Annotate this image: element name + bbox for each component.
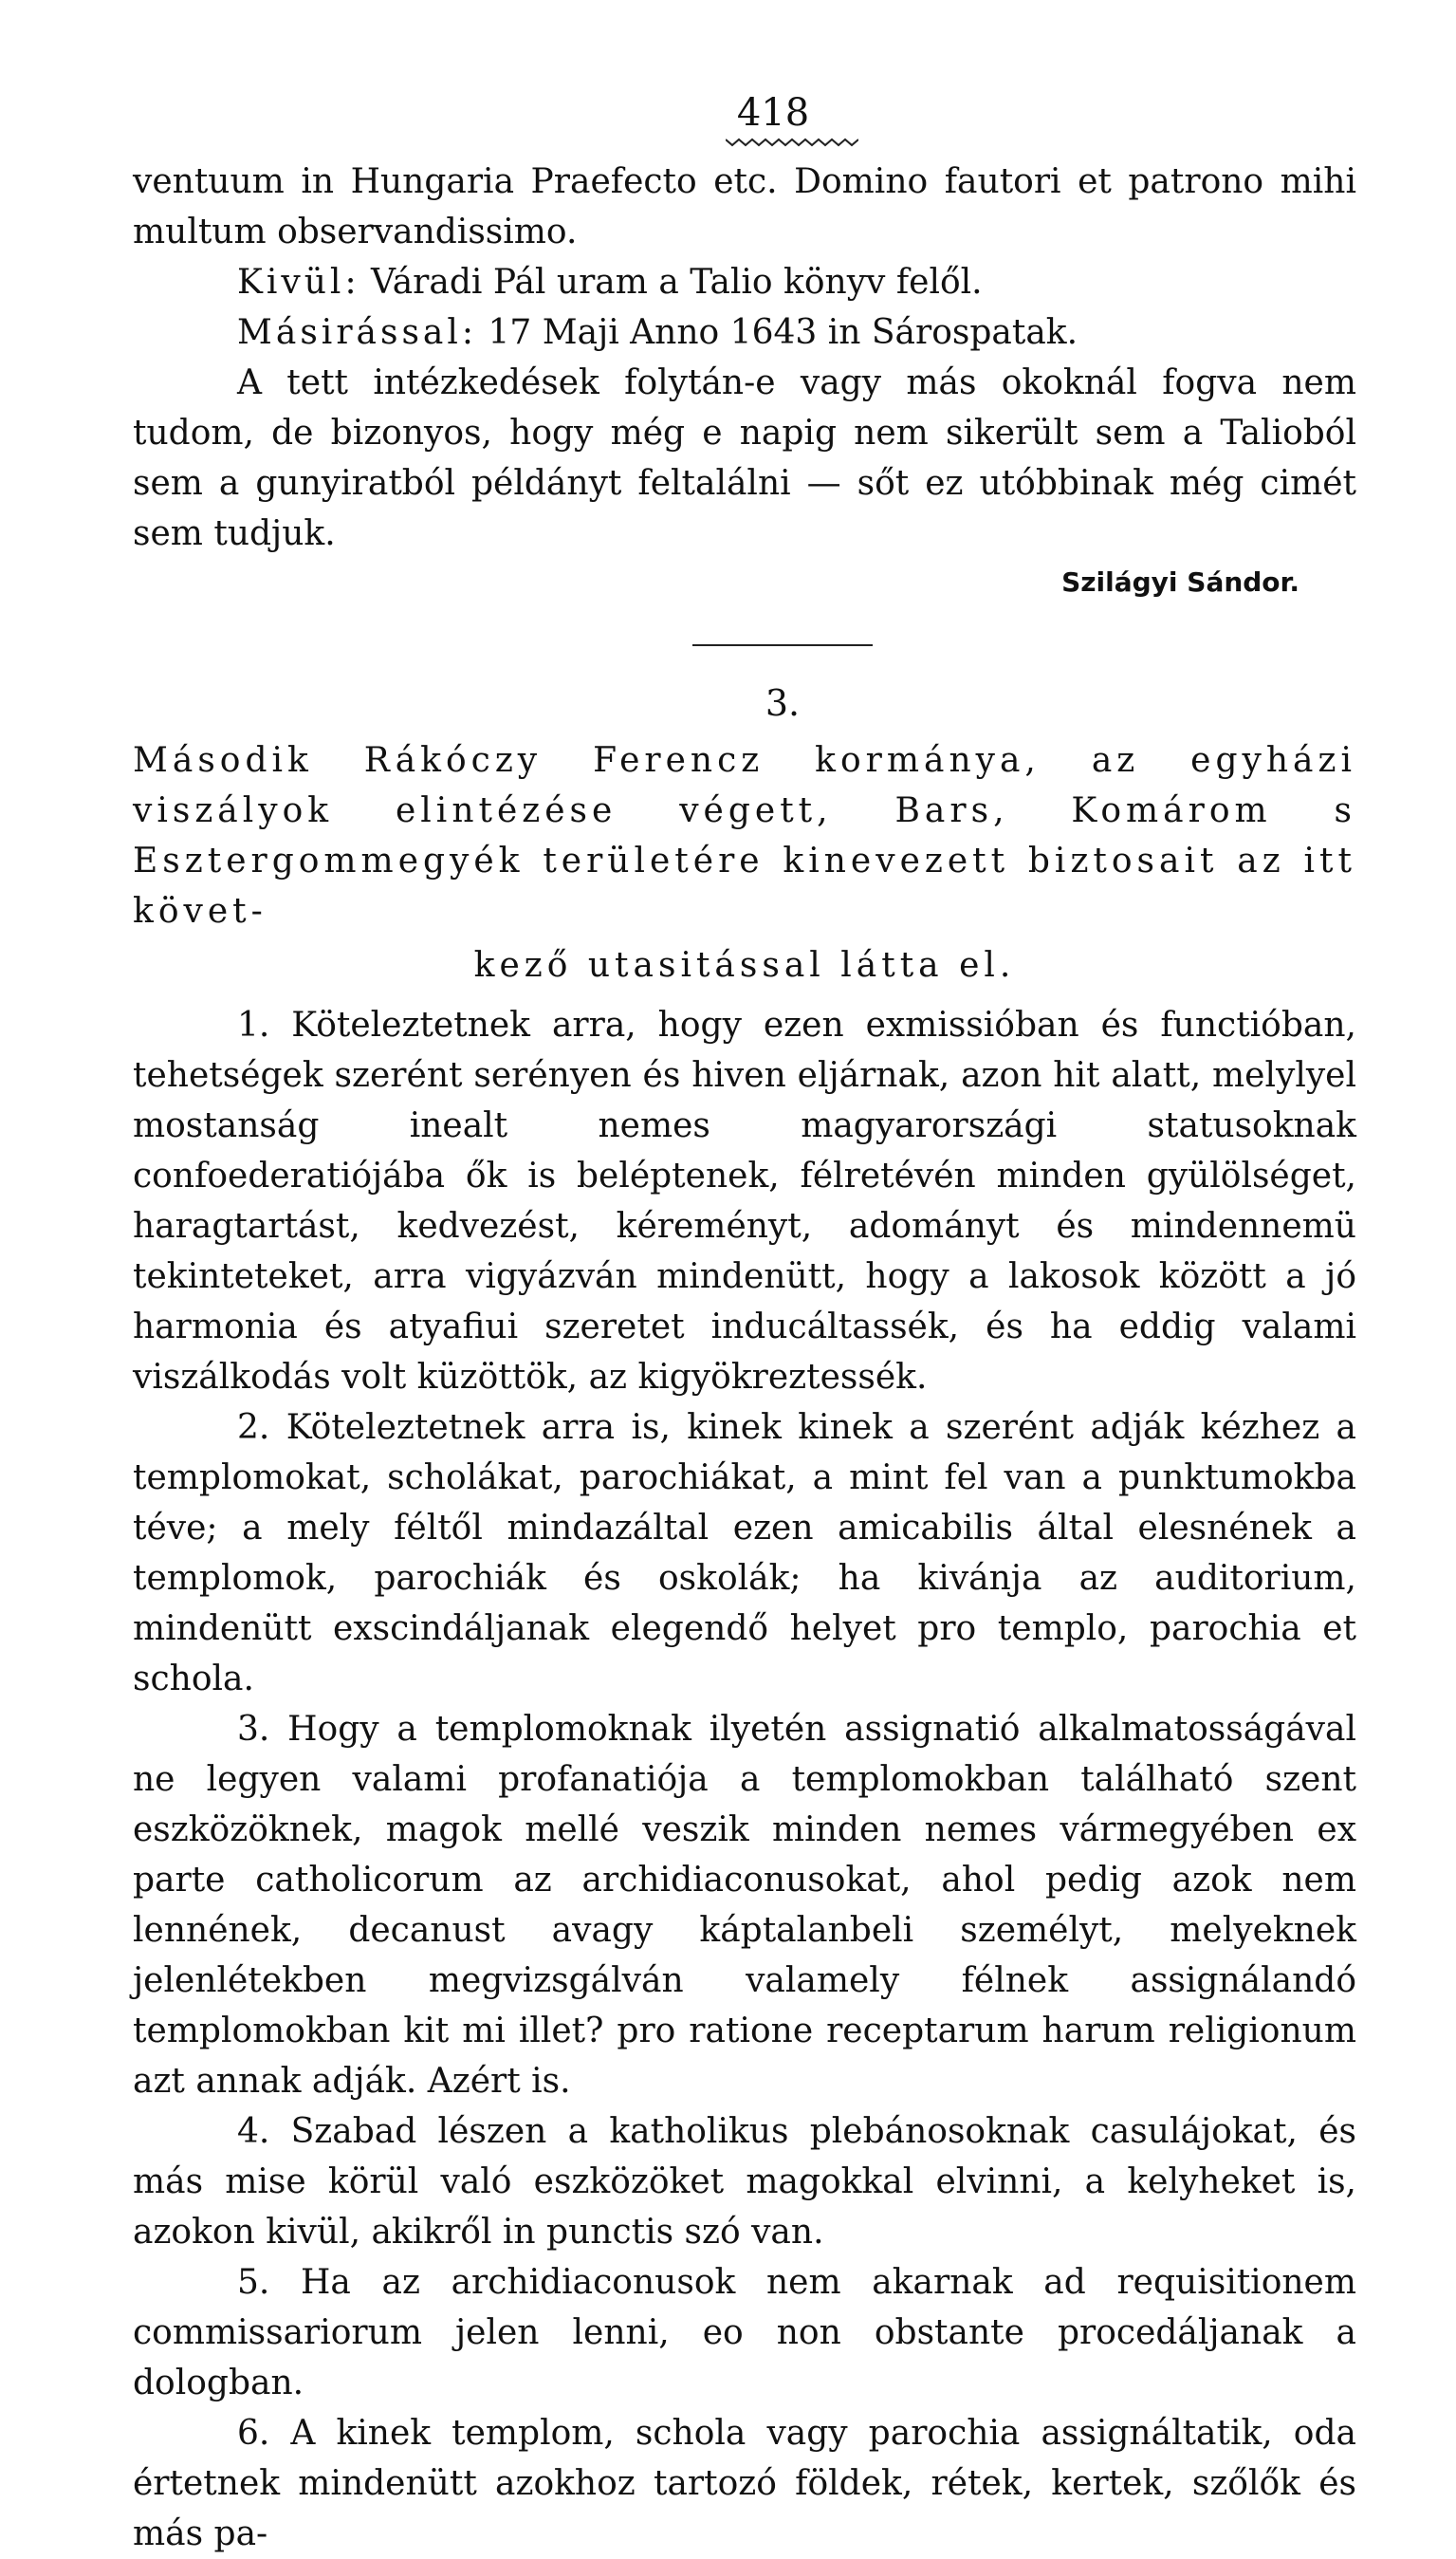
section-number: 3.: [765, 682, 801, 724]
ornament-divider: [726, 136, 858, 149]
section-heading-last-line: kező utasitással látta el.: [473, 946, 1016, 985]
instruction-item: 3. Hogy a templomoknak ilyetén assignatió alkalmatosságával ne legyen valami profanatiója a templomokban található szent eszközöknek, magok mellé veszik minden nemes vármegyében ex parte catholicorum az archidiaconusokat, ahol pedig azok nem lennének, decanust avagy káptalanbeli személyt, melyeknek jelenlétekben megvizsgálván valamely félnek assignálandó templomokban kit mi illet? pro ratione receptarum harum religionum azt annak adják. Azért is.: [133, 1710, 1356, 2101]
copy-label: Másirással:: [237, 313, 478, 352]
section-divider: [692, 644, 873, 646]
instruction-item: 1. Köteleztetnek arra, hogy ezen exmissióban és functióban, tehetségek szerént serényen és hiven eljárnak, azon hit alatt, melylyel mostanság inealt nemes magyarországi statusoknak confoederatiójába ők is beléptenek, félretévén minden gyülölséget, haragtartást, kedvezést, kéreményt, adományt és mindennemü tekinteteket, arra vigyázván mindenütt, hogy a lakosok között a jó harmonia és atyafiui szeretet inducáltassék, és ha eddig valami viszálkodás volt küzöttök, az kigyökreztessék.: [133, 1006, 1356, 1397]
outside-note: [133, 257, 1356, 307]
page: [133, 90, 1356, 2559]
signature: Szilágyi Sándor.: [1061, 566, 1299, 598]
outside-label: Kivül:: [237, 263, 360, 302]
instruction-item: 2. Köteleztetnek arra is, kinek kinek a szerént adják kézhez a templomokat, scholákat, parochiákat, a mint fel van a punktumokba téve; a mely féltől mindazáltal ezen amicabilis által elesnének a templomok, parochiák és oskolák; ha kivánja az auditorium, mindenütt exscindáljanak elegendő helyet pro templo, parochia et schola.: [133, 1408, 1356, 1698]
instruction-item: 6. A kinek templom, schola vagy parochia assignáltatik, oda értetnek mindenütt azokhoz tartozó földek, rétek, kertek, szőlők és más pa-: [133, 2414, 1356, 2553]
instructions-list: [133, 1000, 1356, 2559]
outside-text: Váradi Pál uram a Talio könyv felől.: [359, 263, 983, 302]
commentary: A tett intézkedések folytán-e vagy más okoknál fogva nem tudom, de bizonyos, hogy még e napig nem sikerült sem a Talioból sem a gunyiratból példányt feltalálni — sőt ez utóbbinak még cimét sem tudjuk.: [133, 363, 1356, 553]
copy-text: 17 Maji Anno 1643 in Sárospatak.: [477, 313, 1078, 352]
letter-block: [133, 157, 1356, 559]
page-number: 418: [736, 91, 810, 135]
instruction-item: 5. Ha az archidiaconusok nem akarnak ad requisitionem commissariorum jelen lenni, eo non obstante procedáljanak a dologban.: [133, 2263, 1356, 2402]
copy-note: [133, 307, 1356, 358]
instruction-item: 4. Szabad lészen a katholikus plebánosoknak casulájokat, és más mise körül való eszközöket magokkal elvinni, a kelyheket is, azokon kivül, akikről in punctis szó van.: [133, 2112, 1356, 2252]
letter-closing: ventuum in Hungaria Praefecto etc. Domino fautori et patrono mihi multum observandissimo.: [133, 162, 1356, 251]
section-heading: Második Rákóczy Ferencz kormánya, az egyházi viszályok elintézése végett, Bars, Komárom s Esztergommegyék területére kinevezett biztosait az itt követ-: [133, 741, 1356, 931]
